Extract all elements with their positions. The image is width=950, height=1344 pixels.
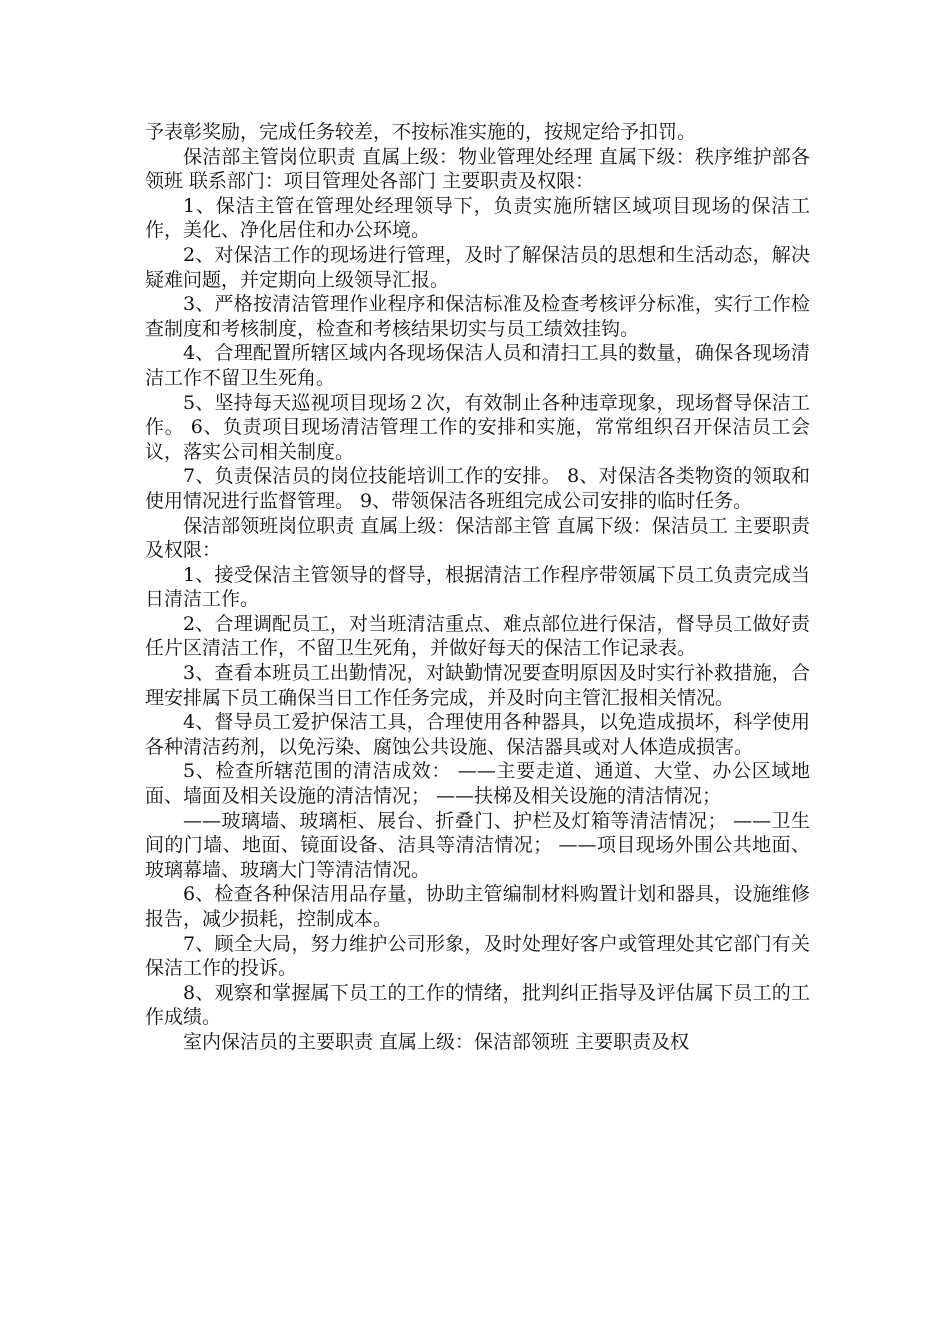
paragraph-7: 7、负责保洁员的岗位技能培训工作的安排。 8、对保洁各类物资的领取和使用情况进行监督管理。 9、带领保洁各班组完成公司安排的临时任务。 (145, 465, 810, 512)
paragraph-12: 4、督导员工爱护保洁工具，合理使用各种器具，以免造成损坏，科学使用各种清洁药剂，以免污染、腐蚀公共设施、保洁器具或对人体造成损害。 (145, 711, 810, 758)
paragraph-2: 1、保洁主管在管理处经理领导下，负责实施所辖区域项目现场的保洁工作，美化、净化居住和办公环境。 (145, 194, 810, 242)
paragraph-18: 室内保洁员的主要职责 直属上级：保洁部领班 主要职责及权 (183, 1030, 690, 1053)
paragraph-8: 保洁部领班岗位职责 直属上级：保洁部主管 直属下级：保洁员工 主要职责及权限： (145, 514, 810, 562)
paragraph-15: 6、检查各种保洁用品存量，协助主管编制材料购置计划和器具，设施维修报告，减少损耗，控制成本。 (145, 883, 810, 930)
paragraph-13: 5、检查所辖范围的清洁成效： ——主要走道、通道、大堂、办公区域地面、墙面及相关设施的清洁情况； ——扶梯及相关设施的清洁情况； (145, 760, 810, 808)
paragraph-5: 4、合理配置所辖区域内各现场保洁人员和清扫工具的数量，确保各现场清洁工作不留卫生死角。 (145, 342, 810, 389)
paragraph-4: 3、严格按清洁管理作业程序和保洁标准及检查考核评分标准，实行工作检查制度和考核制度，检查和考核结果切实与员工绩效挂钩。 (145, 293, 810, 340)
paragraph-0: 予表彰奖励，完成任务较差，不按标准实施的，按规定给予扣罚。 (145, 121, 697, 143)
paragraph-3: 2、对保洁工作的现场进行管理，及时了解保洁员的思想和生活动态，解决疑难问题，并定期向上级领导汇报。 (145, 243, 810, 291)
paragraph-6: 5、坚持每天巡视项目现场２次，有效制止各种违章现象，现场督导保洁工作。 6、负责项目现场清洁管理工作的安排和实施，常常组织召开保洁员工会议，落实公司相关制度。 (145, 391, 810, 463)
paragraph-1: 保洁部主管岗位职责 直属上级：物业管理处经理 直属下级：秩序维护部各领班 联系部门：项目管理处各部门 主要职责及权限： (145, 145, 810, 193)
paragraph-16: 7、顾全大局，努力维护公司形象，及时处理好客户或管理处其它部门有关保洁工作的投诉。 (145, 932, 810, 980)
paragraph-10: 2、合理调配员工，对当班清洁重点、难点部位进行保洁，督导员工做好责任片区清洁工作，不留卫生死角，并做好每天的保洁工作记录表。 (145, 612, 810, 660)
paragraph-17: 8、观察和掌握属下员工的工作的情绪，批判纠正指导及评估属下员工的工作成绩。 (145, 981, 810, 1029)
paragraph-9: 1、接受保洁主管领导的督导，根据清洁工作程序带领属下员工负责完成当日清洁工作。 (145, 563, 810, 611)
document-page (145, 120, 810, 1055)
paragraph-11: 3、查看本班员工出勤情况，对缺勤情况要查明原因及时实行补救措施，合理安排属下员工确保当日工作任务完成，并及时向主管汇报相关情况。 (145, 662, 810, 709)
paragraph-14: ——玻璃墙、玻璃柜、展台、折叠门、护栏及灯箱等清洁情况； ——卫生间的门墙、地面、镜面设备、洁具等清洁情况； ——项目现场外围公共地面、玻璃幕墙、玻璃大门等清洁情况。 (145, 809, 810, 881)
